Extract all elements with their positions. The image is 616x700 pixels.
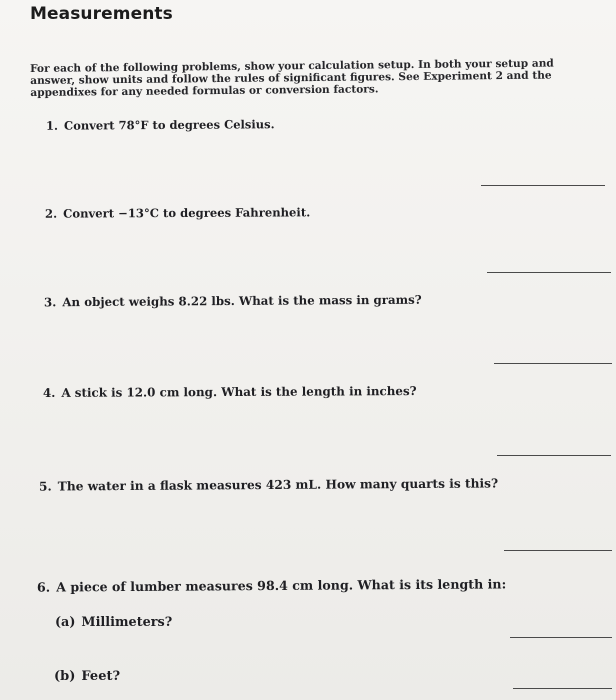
question-6 xyxy=(37,576,506,594)
question-4 xyxy=(43,384,417,400)
question-number: 1. xyxy=(45,118,59,133)
question-text: Convert −13°C to degrees Fahrenheit. xyxy=(63,205,311,221)
answer-line-6b[interactable] xyxy=(513,688,612,689)
question-number: 4. xyxy=(42,385,56,400)
question-text: A piece of lumber measures 98.4 cm long. What is its length in: xyxy=(56,576,507,595)
question-number: 6. xyxy=(36,579,51,595)
instructions-paragraph: For each of the following problems, show your calculation setup. In both your setup and answer, show units and follow the rules of significant figures. See Experiment 2 and the appendixes for any needed formulas or conversion factors. xyxy=(30,57,554,99)
question-text: A stick is 12.0 cm long. What is the length in inches? xyxy=(61,384,417,400)
question-text: Convert 78°F to degrees Celsius. xyxy=(63,117,275,133)
answer-line-5[interactable] xyxy=(504,550,612,551)
question-3 xyxy=(44,293,422,310)
question-5 xyxy=(39,476,498,493)
answer-line-3[interactable] xyxy=(494,363,612,364)
subquestion-b xyxy=(54,669,120,684)
question-2 xyxy=(45,205,310,220)
subquestion-text: Millimeters? xyxy=(81,615,173,630)
question-number: 2. xyxy=(44,206,58,221)
answer-line-4[interactable] xyxy=(497,455,611,456)
subquestion-text: Feet? xyxy=(81,669,121,684)
question-text: An object weighs 8.22 lbs. What is the mass in grams? xyxy=(62,292,422,310)
answer-line-1[interactable] xyxy=(481,185,605,186)
page-title: Measurements xyxy=(30,4,173,24)
answer-line-2[interactable] xyxy=(487,272,611,273)
answer-line-6a[interactable] xyxy=(510,637,612,638)
question-number: 3. xyxy=(43,295,57,310)
subquestion-a xyxy=(55,615,172,630)
question-1 xyxy=(46,117,275,133)
subquestion-label: (b) xyxy=(54,669,76,684)
question-number: 5. xyxy=(38,479,52,494)
question-text: The water in a flask measures 423 mL. How many quarts is this? xyxy=(57,476,499,494)
subquestion-label: (a) xyxy=(55,615,76,630)
